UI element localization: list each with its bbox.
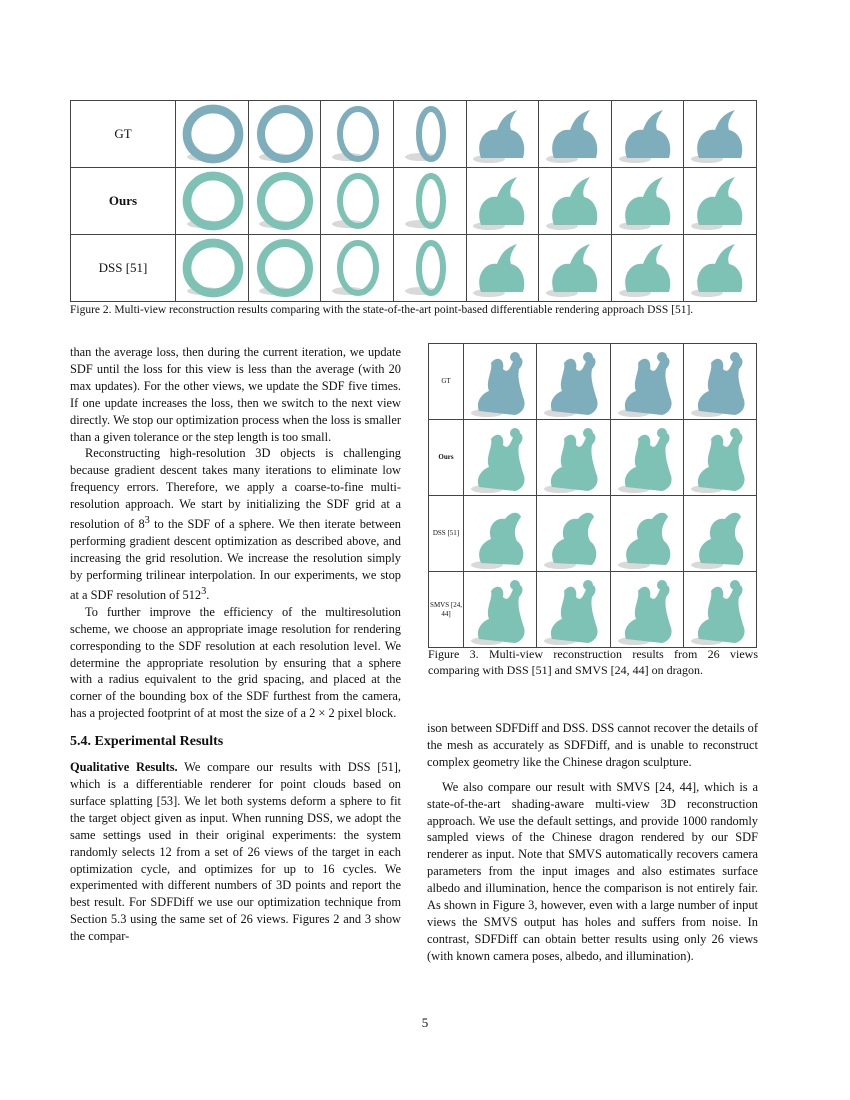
paragraph: To further improve the efficiency of the multiresolution scheme, we choose an appropriate image resolution for rendering corresponding to the SDF resolution at each resolution level. We determine the appropriate resolution by ensuring that a sphere with a radius equivalent to the grid spacing, and placed at the corner of the bounding box of the SDF furthest from the camera, has a projected footprint of at most the size of a 2 × 2 pixel block. (70, 604, 401, 721)
torus-image (393, 168, 466, 235)
torus-image (321, 235, 394, 302)
torus-image (248, 235, 321, 302)
left-column (70, 344, 401, 945)
paragraph (70, 759, 401, 945)
bunny-image (539, 235, 612, 302)
torus-image (321, 168, 394, 235)
bunny-image (539, 101, 612, 168)
paragraph: We also compare our result with SMVS [24, 44], which is a state-of-the-art shading-aware multi-view 3D reconstruction approach. We use the default settings, and provide 1000 randomly sampled views of the Chinese dragon rendered by our SDF renderer as input. Note that SMVS automatically recovers camera parameters from the input images and also estimates surface albedo and illumination, hence the comparison is not entirely fair. As shown in Figure 3, however, even with a large number of input views the SMVS output has holes and suffers from noise. In contrast, SDFDiff can obtain better results using only 26 views (with known camera poses, albedo, and illumination). (427, 779, 758, 963)
figure-2-caption: Figure 2. Multi-view reconstruction results comparing with the state-of-the-art point-based differentiable rendering approach DSS [51]. (70, 304, 694, 316)
row-label: GT (429, 344, 464, 420)
text: We compare our results with DSS [51], which is a differentiable renderer for point clouds based on surface splatting [53]. We let both systems deform a sphere to fit the target object given as input. When running DSS, we adopt the same settings used in their original experiments: the system randomly selects 12 from a set of 26 views of the target in each optimization cycle, and optimizes for up to 16 cycles. We experimented with different numbers of 3D points and report the best result. For SDFDiff we use our optimization technique from Section 5.3 using the same set of 26 views. Figures 2 and 3 show the compar- (70, 760, 401, 944)
figure-2-row (71, 168, 757, 235)
dragon-image (464, 420, 537, 496)
bunny-image (466, 168, 539, 235)
figure-3-row (429, 344, 757, 420)
row-label: Ours (71, 168, 176, 235)
text: . (206, 587, 210, 602)
page-number: 5 (421, 1015, 429, 1030)
row-label: GT (71, 101, 176, 168)
text: to the SDF of a sphere. We then iterate between performing gradient descent optimization as described above, and increasing the grid resolution. We increase the resolution simply by performing trilinear interpolation. In our experiments, we stop at a SDF resolution of 512 (70, 517, 401, 602)
bunny-image (684, 101, 757, 168)
figure-2-grid (70, 100, 757, 302)
dragon-image (464, 496, 537, 572)
torus-image (321, 101, 394, 168)
paragraph-lead: Qualitative Results. (70, 760, 178, 775)
bunny-image (611, 235, 684, 302)
torus-image (248, 101, 321, 168)
row-label: SMVS [24, 44] (429, 572, 464, 648)
figure-3-caption: Figure 3. Multi-view reconstruction results from 26 views comparing with DSS [51] and SMVS [24, 44] on dragon. (428, 647, 758, 677)
superscript: 3 (144, 515, 150, 527)
paragraph: ison between SDFDiff and DSS. DSS cannot recover the details of the mesh as accurately as SDFDiff, and is unable to reconstruct complex geometry like the Chinese dragon sculpture. (427, 721, 758, 769)
figure-2-row (71, 101, 757, 168)
paragraph: than the average loss, then during the current iteration, we update SDF until the loss for this view is less than the average (with 20 max updates). For the other views, we update the SDF five times. If one update increases the loss, then we switch to the next view directly. We stop our optimization process when the loss is smaller than a given tolerance or the step length is too small. (70, 345, 401, 444)
dragon-image (464, 344, 537, 420)
text: Reconstructing high-resolution 3D objects is challenging because gradient descent takes many iterations to eliminate low frequency errors. Therefore, we apply a coarse-to-fine multi-resolution approach. We start by initializing the SDF grid at a resolution of 8 (70, 446, 401, 532)
dragon-image (683, 420, 756, 496)
paragraph (70, 445, 401, 603)
figure-3-grid (428, 343, 757, 648)
dragon-image (683, 496, 756, 572)
torus-image (248, 168, 321, 235)
right-column (427, 720, 758, 965)
dragon-image (537, 420, 610, 496)
bunny-image (466, 101, 539, 168)
bunny-image (684, 235, 757, 302)
row-label: Ours (429, 420, 464, 496)
torus-image (176, 101, 249, 168)
figure-3-row (429, 420, 757, 496)
torus-image (176, 168, 249, 235)
dragon-image (610, 572, 683, 648)
figure-3-row (429, 496, 757, 572)
dragon-image (610, 420, 683, 496)
bunny-image (684, 168, 757, 235)
figure-3-row (429, 572, 757, 648)
dragon-image (537, 496, 610, 572)
bunny-image (466, 235, 539, 302)
superscript: 3 (201, 585, 207, 597)
dragon-image (610, 344, 683, 420)
torus-image (176, 235, 249, 302)
row-label: DSS [51] (429, 496, 464, 572)
dragon-image (464, 572, 537, 648)
row-label: DSS [51] (71, 235, 176, 302)
dragon-image (683, 344, 756, 420)
figure-2-row (71, 235, 757, 302)
bunny-image (611, 101, 684, 168)
dragon-image (683, 572, 756, 648)
bunny-image (539, 168, 612, 235)
dragon-image (537, 344, 610, 420)
torus-image (393, 235, 466, 302)
section-heading: 5.4. Experimental Results (70, 734, 224, 750)
dragon-image (537, 572, 610, 648)
torus-image (393, 101, 466, 168)
dragon-image (610, 496, 683, 572)
bunny-image (611, 168, 684, 235)
